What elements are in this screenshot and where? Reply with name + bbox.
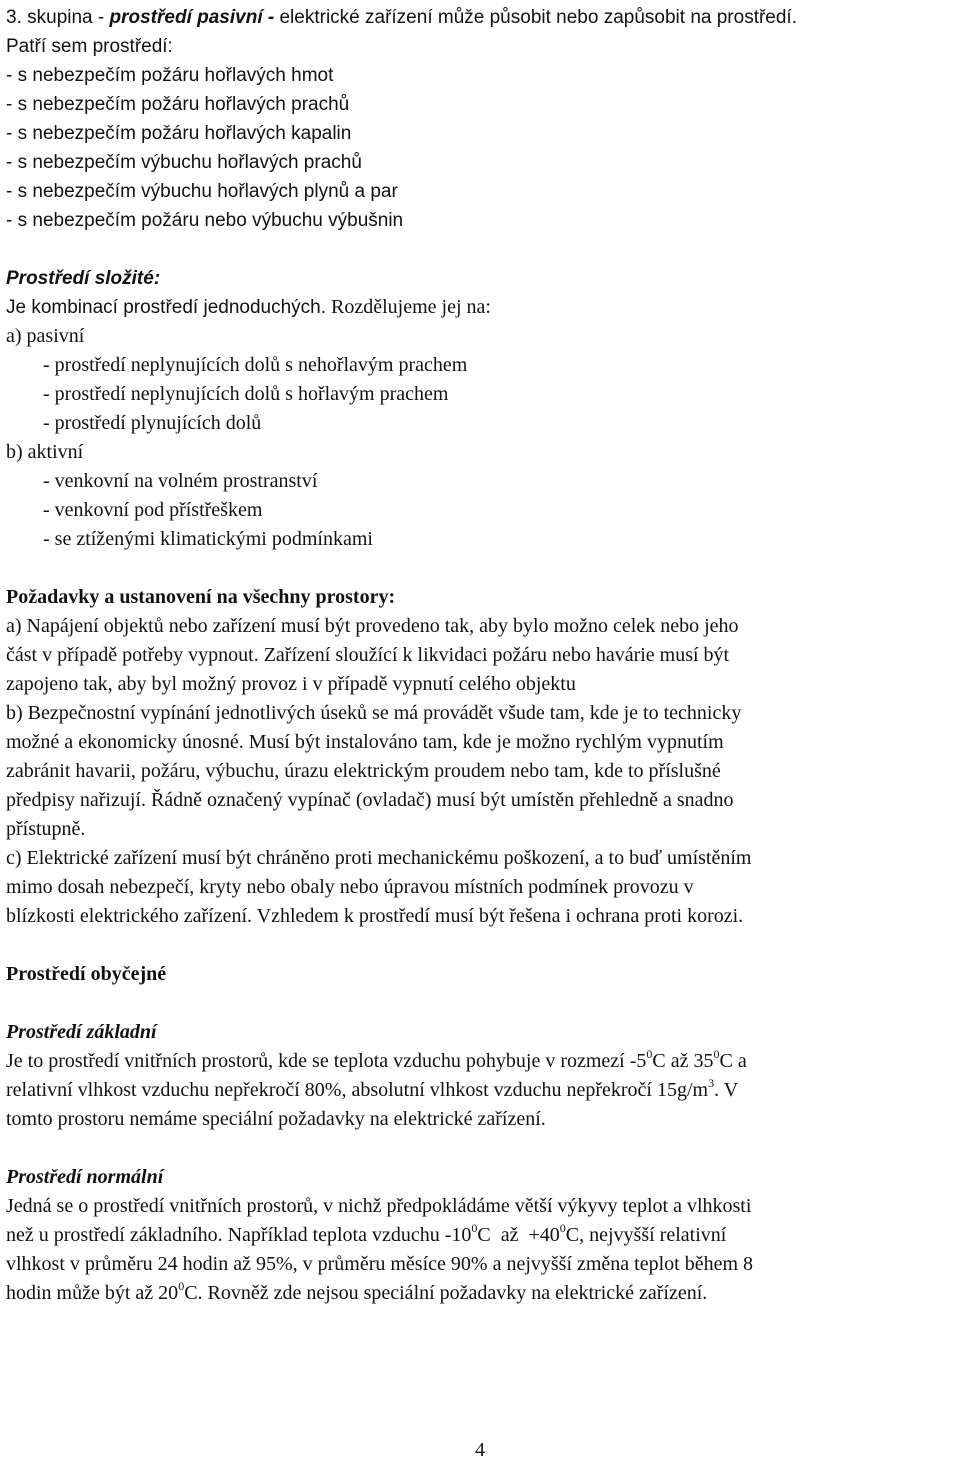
basic-line [6,1076,956,1105]
active-item: - se ztíženými klimatickými podmínkami [43,528,373,550]
document-page [6,0,956,1308]
basic-line-text: relativní vlhkost vzduchu nepřekročí 80%, absolutní vlhkost vzduchu nepřekročí 15g/m [6,1079,709,1101]
superscript: 0 [713,1047,720,1062]
requirements-line: b) Bezpečnostní vypínání jednotlivých úseků se má provádět všude tam, kde je to technicky [6,702,742,724]
group3-item: - s nebezpečím výbuchu hořlavých plynů a par [6,181,398,202]
requirements-line: blízkosti elektrického zařízení. Vzhledem k prostředí musí být řešena i ochrana proti korozi. [6,905,744,927]
spacer [6,554,956,583]
basic-line: tomto prostoru nemáme speciální požadavky na elektrické zařízení. [6,1108,546,1130]
requirements-line: c) Elektrické zařízení musí být chráněno proti mechanickému poškození, a to buď umístěním [6,847,752,869]
requirements-section [6,583,956,931]
ordinary-heading: Prostředí obyčejné [6,963,167,985]
requirements-heading: Požadavky a ustanovení na všechny prostory: [6,586,396,608]
requirements-line: zabránit havarii, požáru, výbuchu, úrazu elektrickým proudem nebo tam, kde to příslušné [6,760,721,782]
requirements-line: a) Napájení objektů nebo zařízení musí být provedeno tak, aby bylo možno celek nebo jeho [6,615,739,637]
group3-section [6,3,956,235]
basic-line-text: C až 35 [652,1050,714,1072]
group3-item: - s nebezpečím výbuchu hořlavých prachů [6,152,362,173]
normal-line [6,1221,956,1250]
spacer [6,989,956,1018]
normal-line-text: hodin může být až 20 [6,1282,179,1304]
normal-line [6,1279,956,1308]
active-item: - venkovní na volném prostranství [43,470,318,492]
requirements-line: možné a ekonomicky únosné. Musí být instalováno tam, kde je možno rychlým vypnutím [6,731,724,753]
active-label: b) aktivní [6,441,84,463]
group3-prefix: 3. skupina - [6,7,110,28]
group3-item: - s nebezpečím požáru hořlavých kapalin [6,123,352,144]
basic-section [6,1018,956,1134]
group3-rest: elektrické zařízení může působit nebo zapůsobit na prostředí. [279,7,797,28]
group3-intro: Patří sem prostředí: [6,36,173,57]
group3-name: prostředí pasivní - [109,7,280,28]
requirements-line: přístupně. [6,818,86,840]
basic-line-text: C a [719,1050,747,1072]
page-number: 4 [475,1439,485,1461]
normal-section [6,1163,956,1308]
requirements-line: zapojeno tak, aby byl možný provoz i v případě vypnutí celého objektu [6,673,576,695]
superscript: 0 [559,1221,566,1236]
complex-heading: Prostředí složité: [6,268,161,289]
normal-heading: Prostředí normální [6,1166,164,1188]
complex-intro-a: Je kombinací prostředí jednoduchých. [6,297,327,318]
basic-heading: Prostředí základní [6,1021,157,1043]
requirements-line: předpisy nařizují. Řádně označený vypínač (ovladač) musí být umístěn přehledně a snadno [6,789,734,811]
requirements-line: část v případě potřeby vypnout. Zařízení sloužící k likvidaci požáru nebo havárie musí být [6,644,730,666]
group3-title-line [6,3,956,32]
group3-item: - s nebezpečím požáru hořlavých prachů [6,94,350,115]
complex-intro-b: Rozdělujeme jej na: [326,296,491,318]
superscript: 0 [471,1221,478,1236]
normal-line: vlhkost v průměru 24 hodin až 95%, v průměru měsíce 90% a nejvyšší změna teplot během 8 [6,1253,754,1275]
superscript: 0 [646,1047,653,1062]
complex-section [6,264,956,554]
group3-item: - s nebezpečím požáru nebo výbuchu výbušnin [6,210,404,231]
superscript: 0 [178,1279,185,1294]
normal-line-text: C. Rovněž zde nejsou speciální požadavky na elektrické zařízení. [184,1282,708,1304]
normal-line: Jedná se o prostředí vnitřních prostorů, v nichž předpokládáme větší výkyvy teplot a vlhkosti [6,1195,752,1217]
passive-item: - prostředí neplynujících dolů s nehořlavým prachem [43,354,468,376]
normal-line-text: než u prostředí základního. Například teplota vzduchu -10 [6,1224,472,1246]
normal-line-text: C, nejvyšší relativní [565,1224,727,1246]
complex-intro [6,293,956,322]
normal-line-text: C až +40 [477,1224,560,1246]
superscript: 3 [708,1076,715,1091]
spacer [6,1134,956,1163]
ordinary-section [6,960,956,989]
requirements-line: mimo dosah nebezpečí, kryty nebo obaly nebo úpravou místních podmínek provozu v [6,876,694,898]
basic-line-text: Je to prostředí vnitřních prostorů, kde se teplota vzduchu pohybuje v rozmezí -5 [6,1050,647,1072]
group3-item: - s nebezpečím požáru hořlavých hmot [6,65,334,86]
passive-item: - prostředí plynujících dolů [43,412,262,434]
spacer [6,235,956,264]
basic-line-text: . V [714,1079,739,1101]
active-item: - venkovní pod přístřeškem [43,499,263,521]
passive-label: a) pasivní [6,325,85,347]
basic-line [6,1047,956,1076]
passive-item: - prostředí neplynujících dolů s hořlavým prachem [43,383,449,405]
spacer [6,931,956,960]
